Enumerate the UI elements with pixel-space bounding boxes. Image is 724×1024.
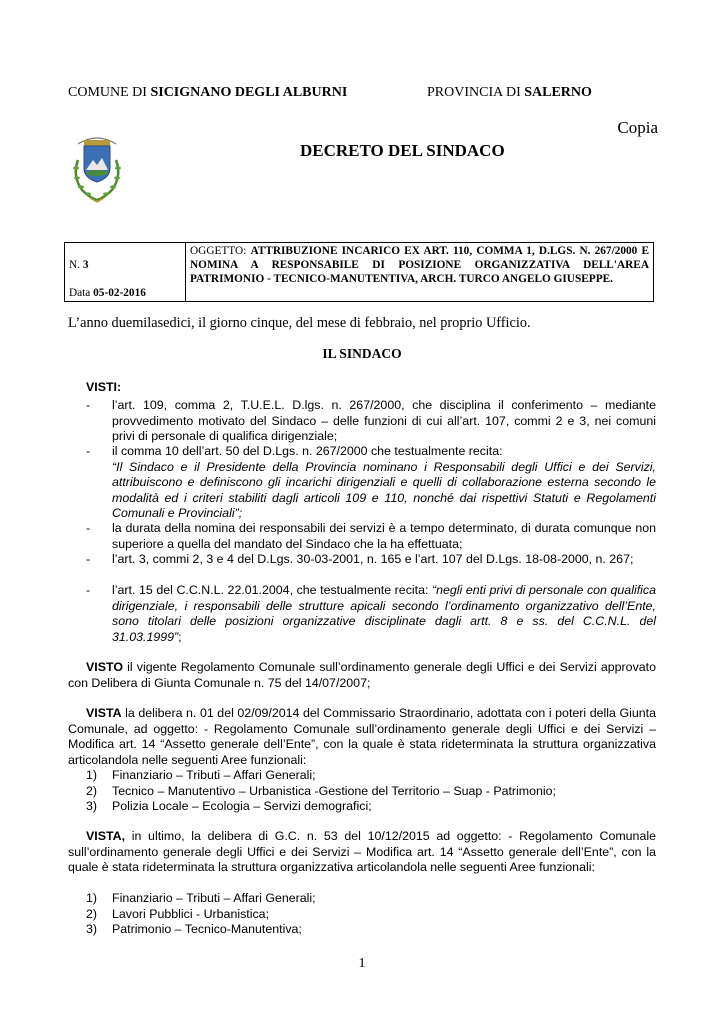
list-item [86, 891, 316, 907]
visti-item-tail: ; [178, 629, 182, 644]
provincia-name: SALERNO [524, 85, 592, 100]
visti-item-quote: “Il Sindaco e il Presidente della Provincia nominano i Responsabili degli Uffici e dei Servizi, attribuiscono e definiscono gli incarichi dirigenziali e quelli di collaborazione esterna secondo le modalità ed i criteri stabiliti dagli articoli 109 e 110, nonché dai rispettivi Statuti e Regolamenti Comunali e Provinciali”; [112, 459, 656, 520]
visti-item [86, 398, 656, 445]
bullet-dash: - [86, 444, 91, 458]
vista-keyword: VISTA, [86, 829, 126, 843]
comune-prefix: COMUNE DI [68, 85, 151, 100]
visti-item [86, 521, 656, 552]
document-title: DECRETO DEL SINDACO [300, 141, 505, 160]
visti-item [86, 552, 656, 568]
provincia-prefix: PROVINCIA DI [427, 85, 525, 100]
oggetto-text: ATTRIBUZIONE INCARICO EX ART. 110, COMMA 1, D.LGS. N. 267/2000 E NOMINA A RESPONSABILE DI POSIZIONE ORGANIZZATIVA DELL'AREA PATRIMONIO - TECNICO-MANUTENTIVA, ARCH. TURCO ANGELO GIUSEPPE. [190, 245, 650, 285]
number-value: 3 [82, 259, 89, 271]
list-number: 3) [86, 922, 98, 936]
list-item-text: Tecnico – Manutentivo – Urbanistica -Gestione del Territorio – Suap - Patrimonio; [112, 783, 556, 798]
list-item-text: Finanziario – Tributi – Affari Generali; [112, 891, 316, 905]
opening-line: L’anno duemilasedici, il giorno cinque, del mese di febbraio, nel proprio Ufficio. [68, 315, 531, 331]
aree-list [86, 768, 556, 815]
oggetto-label: OGGETTO: [190, 245, 251, 257]
vista-ultimo-paragraph [68, 829, 656, 876]
list-number: 2) [86, 906, 98, 921]
vista-text: la delibera n. 01 del 02/09/2014 del Commissario Straordinario, adottata con i poteri della Giunta Comunale, ad oggetto: - Regolamento Comunale sull’ordinamento generale degli Uffici e dei Servizi – Modifica art. 14 “Assetto generale dell’Ente”, con la quale è stata rideterminata la struttura organizzativa articolandola nelle seguenti Aree funzionali: [68, 706, 656, 767]
vista-keyword: VISTA [86, 706, 122, 720]
list-item-text: Lavori Pubblici - Urbanistica; [112, 906, 270, 921]
list-item-text: Finanziario – Tributi – Affari Generali; [112, 768, 316, 782]
number-label: N. [69, 259, 83, 271]
decree-number [69, 258, 88, 272]
visti-item-text: l’art. 3, commi 2, 3 e 4 del D.Lgs. 30-03-2001, n. 165 e l’art. 107 del D.Lgs. 18-08-2000, n. 267; [112, 552, 634, 566]
visti-item-quote: “negli enti privi di personale con qualifica dirigenziale, i responsabili delle strutture apicali secondo l’ordinamento organizzativo dell’Ente, sono titolari delle posizioni organizzative disciplinate dagli artt. 8 e ss. del C.C.N.L. del 31.03.1999” [112, 583, 656, 644]
oggetto-cell [186, 243, 654, 302]
page-number: 1 [358, 956, 366, 971]
list-item-text: Polizia Locale – Ecologia – Servizi demografici; [112, 799, 372, 813]
decree-date [69, 286, 146, 300]
visti-label: VISTI: [86, 380, 122, 394]
bullet-dash: - [86, 398, 91, 412]
visti-item [86, 444, 656, 522]
provincia-heading [427, 85, 592, 101]
list-number: 1) [86, 768, 98, 782]
list-number: 1) [86, 891, 98, 905]
copia-label: Copia [617, 118, 658, 137]
list-item [86, 784, 556, 800]
visti-item-text: la durata della nomina dei responsabili dei servizi è a tempo determinato, di durata comunque non superiore a quella del mandato del Sindaco che la ha effettuata; [112, 521, 656, 551]
comune-name: SICIGNANO DEGLI ALBURNI [150, 85, 348, 100]
list-item-text: Patrimonio – Tecnico-Manutentiva; [112, 922, 302, 936]
visto-text: il vigente Regolamento Comunale sull’ordinamento generale degli Uffici e dei Servizi approvato con Delibera di Giunta Comunale n. 75 del 14/07/2007; [68, 660, 656, 690]
visti-item-text: l’art. 15 del C.C.N.L. 22.01.2004, che testualmente recita: [112, 583, 432, 597]
il-sindaco-heading: IL SINDACO [322, 346, 402, 361]
bullet-dash: - [86, 552, 91, 566]
list-number: 2) [86, 783, 98, 798]
visti-item [86, 583, 656, 645]
comune-heading [68, 85, 347, 101]
bullet-dash: - [86, 583, 91, 597]
list-item [86, 768, 556, 784]
vista-paragraph [68, 706, 656, 768]
list-number: 3) [86, 799, 98, 813]
municipal-crest-icon [66, 128, 128, 208]
bullet-dash: - [86, 521, 91, 535]
visti-item-text: l’art. 109, comma 2, T.U.E.L. D.lgs. n. 267/2000, che disciplina il conferimento – mediante provvedimento motivato del Sindaco – delle funzioni di cui all’art. 107, commi 2 e 3, nei comuni privi di personale di qualifica dirigenziale; [112, 398, 656, 443]
date-label: Data [69, 287, 94, 299]
visti-item-text: il comma 10 dell’art. 50 del D.Lgs. n. 267/2000 che testualmente recita: [112, 444, 503, 458]
reference-table [64, 242, 654, 302]
vista-text: in ultimo, la delibera di G.C. n. 53 del 10/12/2015 ad oggetto: - Regolamento Comunale sull’ordinamento generale degli Uffici e dei Servizi – Modifica art. 14 “Assetto generale dell’Ente”, con la quale è stata rideterminata la struttura organizzativa articolandola nelle seguenti Aree funzionali: [68, 829, 656, 874]
date-value: 05-02-2016 [93, 287, 146, 299]
list-item [86, 922, 316, 938]
number-date-cell [65, 243, 186, 302]
visto-paragraph [68, 660, 656, 691]
list-item [86, 799, 556, 815]
visto-keyword: VISTO [86, 660, 123, 674]
aree-list [86, 891, 316, 938]
list-item [86, 907, 316, 923]
